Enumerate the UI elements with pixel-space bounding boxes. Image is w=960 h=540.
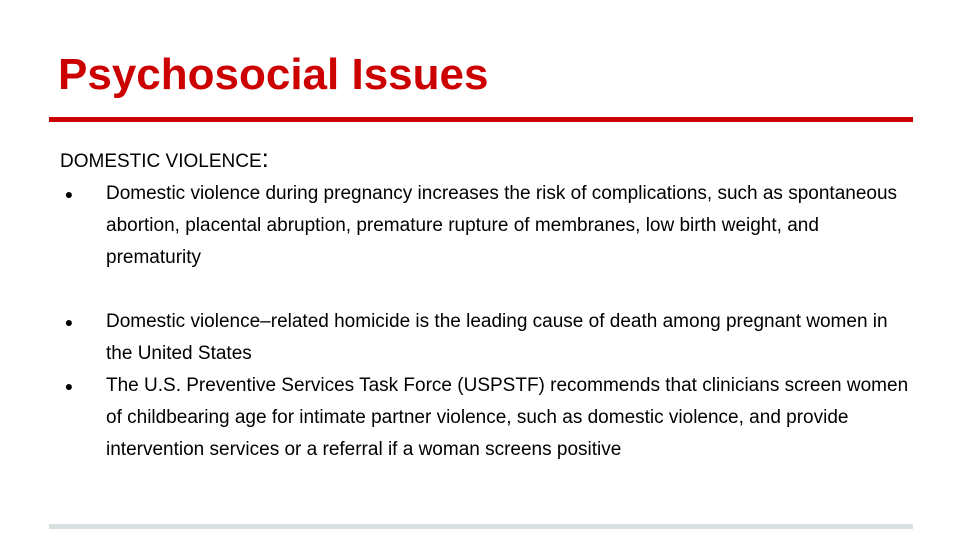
- footer-bar: [49, 524, 913, 529]
- section-heading-colon: :: [261, 143, 269, 173]
- bullet-dot-icon: ●: [64, 186, 74, 202]
- bullet-item: [60, 178, 910, 274]
- section-heading-text: DOMESTIC VIOLENCE: [60, 151, 262, 172]
- slide-title: Psychosocial Issues: [58, 50, 489, 99]
- bullet-dot-icon: ●: [64, 378, 74, 394]
- slide-body: [60, 142, 910, 466]
- bullet-text: Domestic violence during pregnancy increases the risk of complications, such as spontaneous abortion, placental abruption, premature rupture of membranes, low birth weight, and prematurity: [106, 183, 898, 268]
- bullet-item: [60, 370, 910, 466]
- bullet-text: Domestic violence–related homicide is the leading cause of death among pregnant women in the United States: [106, 311, 888, 364]
- section-heading: [60, 142, 910, 178]
- bullet-list: [60, 178, 910, 466]
- title-underline: [49, 117, 913, 122]
- bullet-item: [60, 306, 910, 370]
- bullet-dot-icon: ●: [64, 314, 74, 330]
- bullet-text: The U.S. Preventive Services Task Force (USPSTF) recommends that clinicians screen women of childbearing age for intimate partner violence, such as domestic violence, and provide intervention services or a referral if a woman screens positive: [106, 375, 909, 460]
